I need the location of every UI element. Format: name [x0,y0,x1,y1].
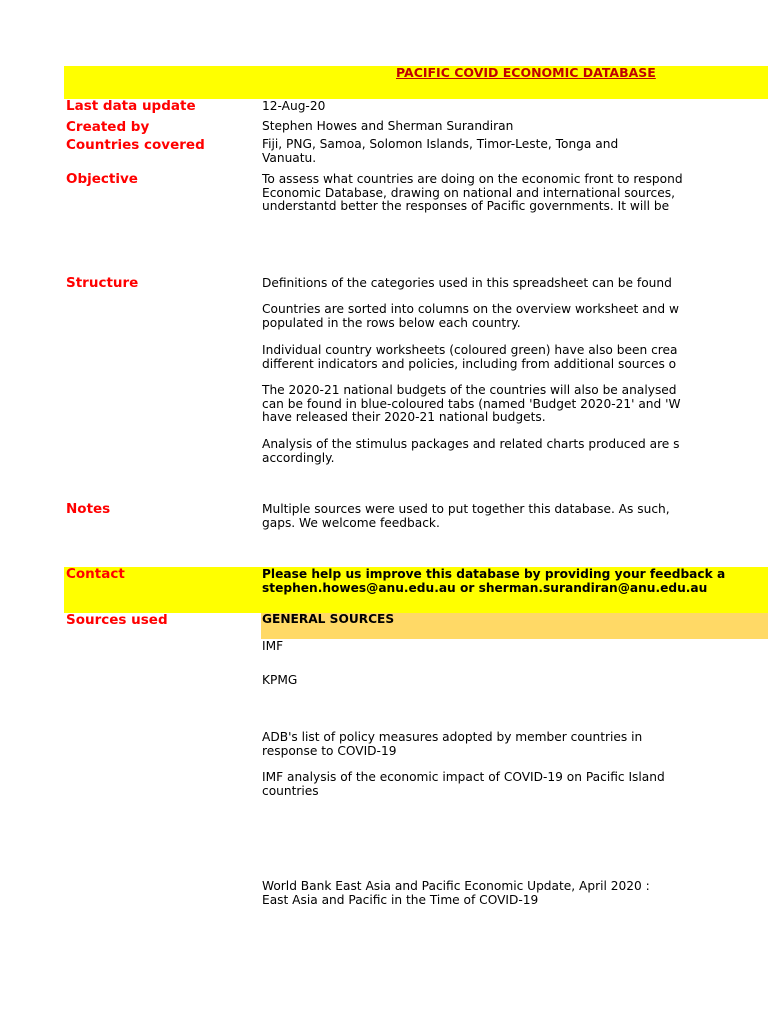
source-line: ADB's list of policy measures adopted by member countries in [262,730,643,744]
notes-line: gaps. We welcome feedback. [262,515,440,530]
source-item[interactable] [262,731,649,758]
value-last-data-update[interactable]: 12-Aug-20 [262,99,326,113]
structure-line: different indicators and policies, including from additional sources o [262,356,677,371]
label-notes[interactable]: Notes [66,501,111,517]
value-contact[interactable] [262,567,726,595]
source-line: East Asia and Pacific in the Time of COVID-19 [262,892,539,907]
general-sources-heading[interactable]: GENERAL SOURCES [262,612,395,626]
value-objective[interactable] [262,172,683,214]
countries-line: Fiji, PNG, Samoa, Solomon Islands, Timor-Leste, Tonga and [262,137,619,151]
label-last-data-update[interactable]: Last data update [66,98,196,114]
notes-line: Multiple sources were used to put together this database. As such, [262,502,670,516]
source-line: KPMG [262,673,298,687]
source-item[interactable] [262,770,665,798]
source-line: IMF analysis of the economic impact of COVID-19 on Pacific Island [262,770,665,784]
value-notes[interactable] [262,502,670,530]
source-line: World Bank East Asia and Pacific Economic Update, April 2020 : [262,879,650,893]
label-structure[interactable]: Structure [66,275,139,291]
objective-line: understantd better the responses of Pacific governments. It will be [262,199,670,214]
structure-line: The 2020-21 national budgets of the countries will also be analysed [262,383,677,397]
structure-paragraph[interactable] [262,343,678,371]
structure-paragraph[interactable] [262,276,672,291]
contact-line: stephen.howes@anu.edu.au or sherman.surandiran@anu.edu.au [262,580,708,595]
source-item[interactable] [262,674,649,688]
structure-paragraph[interactable] [262,302,679,330]
structure-line: Analysis of the stimulus packages and related charts produced are s [262,437,680,451]
countries-line: Vanuatu. [262,150,317,165]
source-line: response to COVID-19 [262,743,397,758]
value-created-by[interactable]: Stephen Howes and Sherman Surandiran [262,119,514,133]
label-objective[interactable]: Objective [66,171,138,187]
label-sources-used[interactable]: Sources used [66,612,168,628]
source-line: IMF [262,639,284,653]
value-countries-covered[interactable] [262,138,649,165]
structure-line: Definitions of the categories used in this spreadsheet can be found [262,276,672,290]
structure-paragraph[interactable] [262,383,681,425]
contact-line: Please help us improve this database by providing your feedback a [262,567,726,581]
label-contact[interactable]: Contact [66,566,125,582]
structure-line: Individual country worksheets (coloured green) have also been crea [262,343,678,357]
structure-line: have released their 2020-21 national budgets. [262,410,546,425]
label-created-by[interactable]: Created by [66,119,150,135]
objective-line: Economic Database, drawing on national and international sources, [262,185,675,200]
structure-line: populated in the rows below each country. [262,315,521,330]
label-countries-covered[interactable]: Countries covered [66,137,205,153]
structure-line: can be found in blue-coloured tabs (named 'Budget 2020-21' and 'W [262,396,681,411]
objective-line: To assess what countries are doing on the economic front to respond [262,172,683,186]
source-item[interactable] [262,640,649,654]
structure-line: Countries are sorted into columns on the overview worksheet and w [262,302,679,316]
source-item[interactable] [262,880,649,907]
structure-line: accordingly. [262,450,335,465]
source-line: countries [262,783,319,798]
sheet-title[interactable]: PACIFIC COVID ECONOMIC DATABASE [396,65,656,80]
structure-paragraph[interactable] [262,437,680,465]
